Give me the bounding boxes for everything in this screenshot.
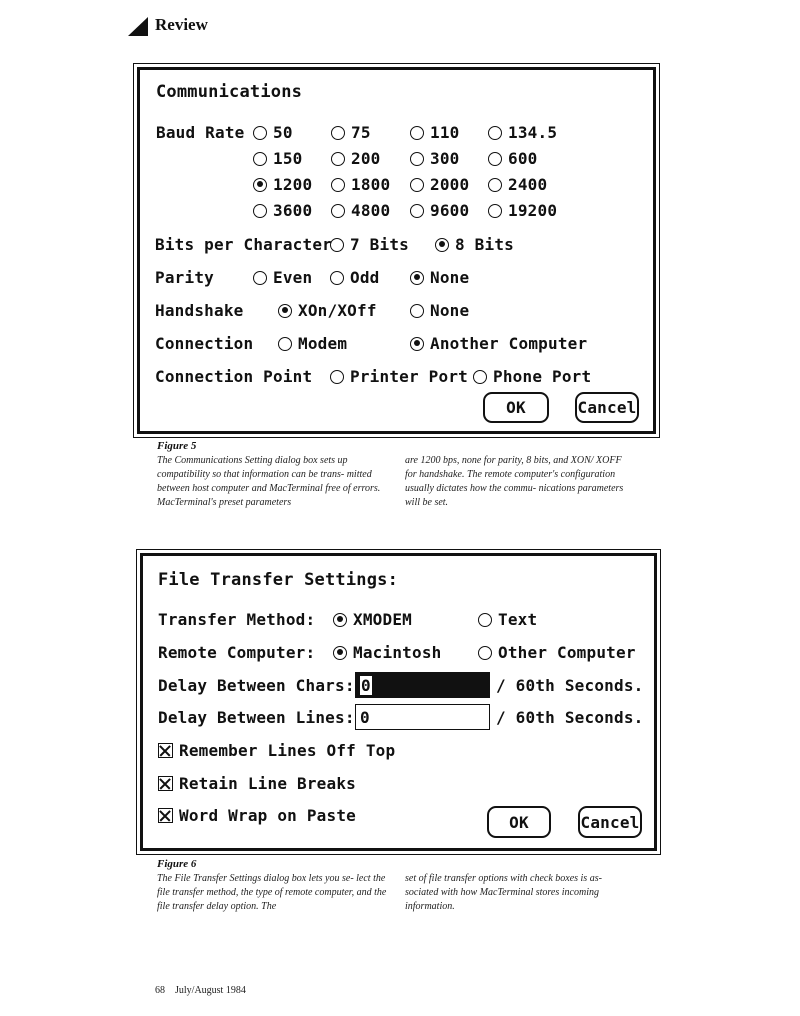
cancel-button[interactable]: Cancel: [575, 392, 639, 423]
figure-6-label: Figure 6: [157, 858, 197, 870]
radio-icon: [330, 271, 344, 285]
connection-point-label: Connection Point: [155, 367, 313, 386]
radio-selected-icon: [333, 646, 347, 660]
checkbox-word-wrap[interactable]: Word Wrap on Paste: [158, 806, 356, 825]
radio-icon: [253, 126, 267, 140]
file-transfer-title: File Transfer Settings:: [158, 570, 399, 590]
figure-5-label: Figure 5: [157, 440, 197, 452]
radio-parity-odd[interactable]: Odd: [330, 268, 380, 287]
ok-button[interactable]: OK: [487, 806, 551, 838]
figure-6-caption-col2: set of file transfer options with check boxes is as- sociated with how MacTerminal stores incoming information.: [405, 873, 602, 912]
checkbox-retain-line-breaks[interactable]: Retain Line Breaks: [158, 774, 356, 793]
radio-icon: [330, 238, 344, 252]
radio-icon: [410, 304, 424, 318]
checkbox-checked-icon: [158, 743, 173, 758]
figure-5-caption-col1: The Communications Setting dialog box sets up compatibility so that information can be trans- mitted between host computer and MacTerminal free of errors. MacTerminal's preset parameters: [157, 455, 381, 508]
radio-selected-icon: [410, 271, 424, 285]
checkbox-checked-icon: [158, 808, 173, 823]
radio-connection-modem[interactable]: Modem: [278, 334, 347, 353]
radio-handshake-none[interactable]: None: [410, 301, 469, 320]
delay-chars-label: Delay Between Chars:: [158, 676, 355, 695]
radio-baud-2000[interactable]: 2000: [410, 175, 469, 194]
radio-icon: [331, 204, 345, 218]
radio-phone-port[interactable]: Phone Port: [473, 367, 591, 386]
radio-icon: [488, 126, 502, 140]
radio-icon: [473, 370, 487, 384]
radio-parity-none[interactable]: None: [410, 268, 469, 287]
radio-baud-2400[interactable]: 2400: [488, 175, 547, 194]
radio-icon: [478, 613, 492, 627]
radio-7-bits[interactable]: 7 Bits: [330, 235, 409, 254]
radio-icon: [488, 178, 502, 192]
delay-lines-label: Delay Between Lines:: [158, 708, 355, 727]
radio-xmodem[interactable]: XMODEM: [333, 610, 412, 629]
radio-icon: [330, 370, 344, 384]
radio-baud-600[interactable]: 600: [488, 149, 538, 168]
delay-chars-unit: / 60th Seconds.: [496, 676, 644, 695]
radio-baud-134-5[interactable]: 134.5: [488, 123, 557, 142]
bits-label: Bits per Character: [155, 235, 332, 254]
cancel-button[interactable]: Cancel: [578, 806, 642, 838]
radio-icon: [478, 646, 492, 660]
radio-baud-19200[interactable]: 19200: [488, 201, 557, 220]
radio-baud-110[interactable]: 110: [410, 123, 460, 142]
parity-label: Parity: [155, 268, 214, 287]
radio-baud-75[interactable]: 75: [331, 123, 371, 142]
communications-title: Communications: [156, 82, 303, 102]
radio-baud-1800[interactable]: 1800: [331, 175, 390, 194]
delay-chars-input[interactable]: 0: [355, 672, 490, 698]
radio-other-computer[interactable]: Other Computer: [478, 643, 636, 662]
page-footer: 68 July/August 1984: [155, 985, 246, 996]
transfer-method-label: Transfer Method:: [158, 610, 316, 629]
radio-handshake-xon-xoff[interactable]: XOn/XOff: [278, 301, 377, 320]
radio-baud-50[interactable]: 50: [253, 123, 293, 142]
radio-icon: [278, 337, 292, 351]
section-triangle-icon: [128, 17, 148, 36]
radio-icon: [410, 204, 424, 218]
radio-icon: [331, 178, 345, 192]
figure-5-caption-col2: are 1200 bps, none for parity, 8 bits, and XON/ XOFF for handshake. The remote computer's configuration usually dictates how the commu- nications parameters will be set.: [405, 455, 624, 508]
radio-selected-icon: [333, 613, 347, 627]
radio-macintosh[interactable]: Macintosh: [333, 643, 442, 662]
radio-icon: [253, 271, 267, 285]
figure-6-caption-col1: The File Transfer Settings dialog box lets you se- lect the file transfer method, the type of remote computer, and the file transfer delay option. The: [157, 873, 387, 912]
radio-baud-1200[interactable]: 1200: [253, 175, 312, 194]
radio-icon: [253, 152, 267, 166]
radio-baud-300[interactable]: 300: [410, 149, 460, 168]
checkbox-checked-icon: [158, 776, 173, 791]
radio-icon: [410, 126, 424, 140]
radio-parity-even[interactable]: Even: [253, 268, 312, 287]
radio-icon: [331, 126, 345, 140]
checkbox-remember-lines[interactable]: Remember Lines Off Top: [158, 741, 395, 760]
delay-lines-unit: / 60th Seconds.: [496, 708, 644, 727]
section-title: Review: [155, 15, 208, 34]
handshake-label: Handshake: [155, 301, 244, 320]
radio-selected-icon: [410, 337, 424, 351]
radio-baud-200[interactable]: 200: [331, 149, 381, 168]
radio-icon: [488, 152, 502, 166]
radio-baud-9600[interactable]: 9600: [410, 201, 469, 220]
radio-8-bits[interactable]: 8 Bits: [435, 235, 514, 254]
connection-label: Connection: [155, 334, 254, 353]
ok-button[interactable]: OK: [483, 392, 549, 423]
radio-connection-another-computer[interactable]: Another Computer: [410, 334, 587, 353]
radio-baud-4800[interactable]: 4800: [331, 201, 390, 220]
radio-selected-icon: [253, 178, 267, 192]
radio-baud-150[interactable]: 150: [253, 149, 303, 168]
radio-printer-port[interactable]: Printer Port: [330, 367, 468, 386]
radio-icon: [253, 204, 267, 218]
baud-rate-label: Baud Rate: [156, 123, 245, 142]
delay-lines-input[interactable]: 0: [355, 704, 490, 730]
radio-icon: [331, 152, 345, 166]
remote-computer-label: Remote Computer:: [158, 643, 316, 662]
radio-text[interactable]: Text: [478, 610, 537, 629]
radio-icon: [410, 152, 424, 166]
radio-icon: [410, 178, 424, 192]
radio-baud-3600[interactable]: 3600: [253, 201, 312, 220]
radio-selected-icon: [435, 238, 449, 252]
radio-icon: [488, 204, 502, 218]
radio-selected-icon: [278, 304, 292, 318]
